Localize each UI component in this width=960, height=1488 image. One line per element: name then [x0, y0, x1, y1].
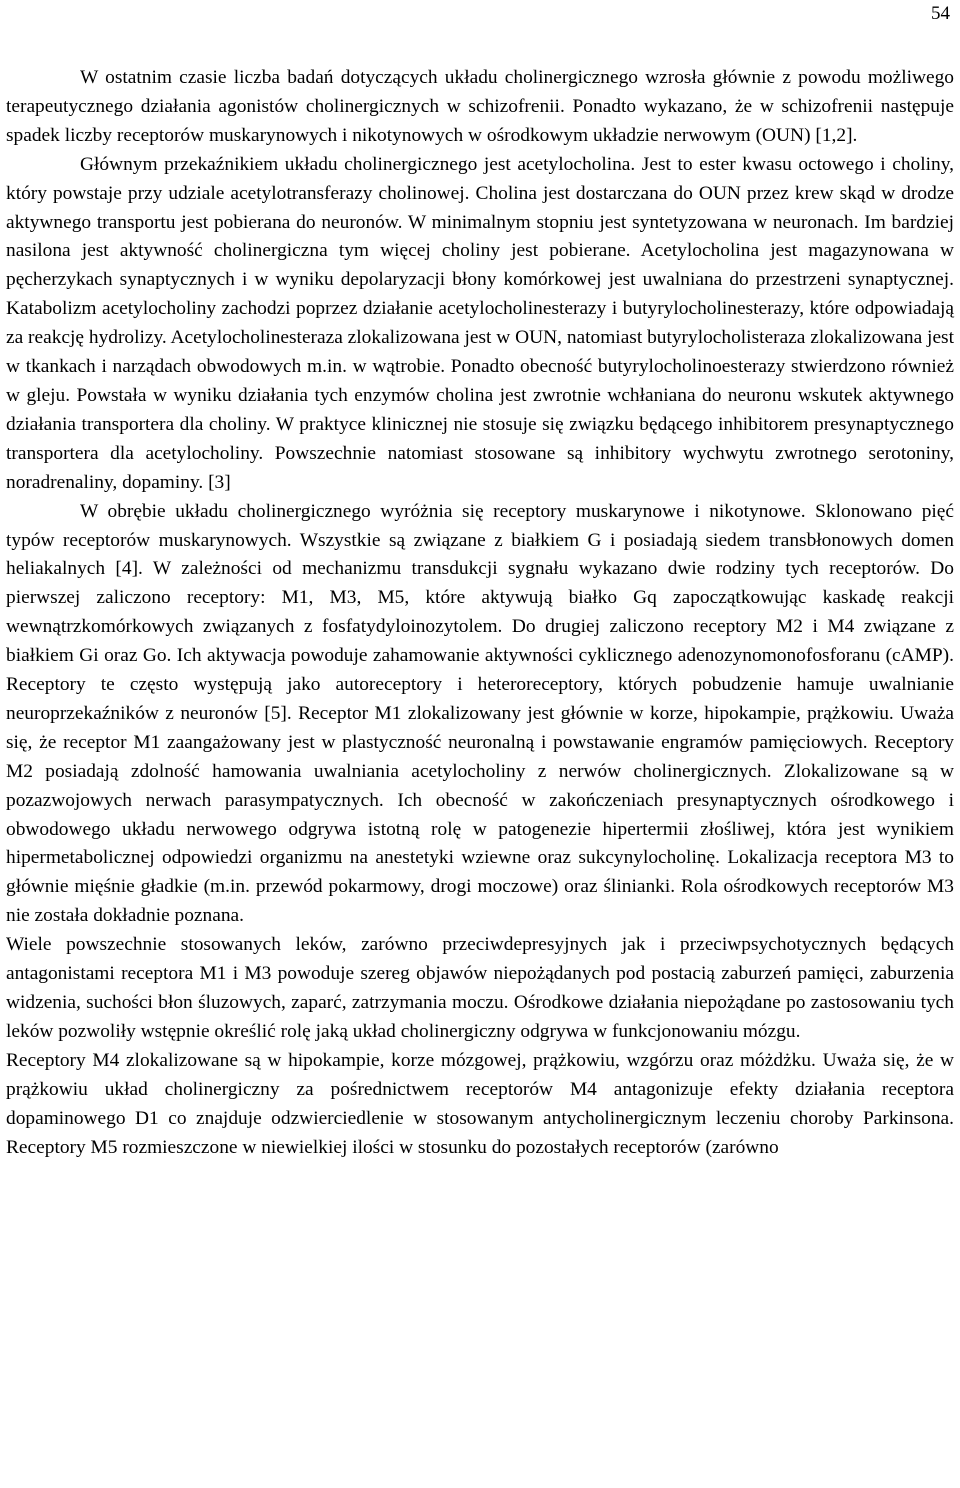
document-body — [6, 64, 954, 1162]
page-number: 54 — [931, 3, 950, 24]
paragraph-m4-receptors: Receptory M4 zlokalizowane są w hipokampie, korze mózgowej, prążkowiu, wzgórzu oraz móżdżku. Uważa się, że w prążkowiu układ cholinergiczny za pośrednictwem receptorów M4 antagonizuje efekty działania receptora dopaminowego D1 co znajduje odzwierciedlenie w stosowanym antycholinergicznym leczeniu choroby Parkinsona. Receptory M5 rozmieszczone w niewielkiej ilości w stosunku do pozostałych receptorów (zarówno — [6, 1049, 954, 1158]
paragraph-acetylcholine: Głównym przekaźnikiem układu cholinergicznego jest acetylocholina. Jest to ester kwasu octowego i choliny, który powstaje przy udziale acetylotransferazy cholinowej. Cholina jest dostarczana do OUN przez krew skąd w drodze aktywnego transportu jest pobierana do neuronów. W minimalnym stopniu jest syntetyzowana w neuronach. Im bardziej nasilona jest aktywność cholinergiczna tym więcej choliny jest pobierane. Acetylocholina jest magazynowana w pęcherzykach synaptycznych i w wyniku depolaryzacji błony komórkowej jest uwalniana do przestrzeni synaptycznej. Katabolizm acetylocholiny zachodzi poprzez działanie acetylocholinesterazy i butyrylocholinesterazy, które odpowiadają za reakcję hydrolizy. Acetylocholinesteraza zlokalizowana jest w OUN, natomiast butyrylocholisteraza zlokalizowana jest w tkankach i narządach obwodowych m.in. w wątrobie. Ponadto obecność butyrylocholinoesterazy stwierdzono również w gleju. Powstała w wyniku działania tych enzymów cholina jest zwrotnie wchłaniana do neuronu wskutek aktywnego działania transportera dla choliny. W praktyce klinicznej nie stosuje się związku będącego inhibitorem presynaptycznego transportera dla acetylocholiny. Powszechnie natomiast stosowane są inhibitory wychwytu zwrotnego serotoniny, noradrenaliny, dopaminy. [3] — [6, 153, 954, 493]
paragraph-intro: W ostatnim czasie liczba badań dotyczących układu cholinergicznego wzrosła głównie z powodu możliwego terapeutycznego działania agonistów cholinergicznych w schizofrenii. Ponadto wykazano, że w schizofrenii następuje spadek liczby receptorów muskarynowych i nikotynowych w ośrodkowym układzie nerwowym (OUN) [1,2]. — [6, 67, 954, 146]
paragraph-drugs: Wiele powszechnie stosowanych leków, zarówno przeciwdepresyjnych jak i przeciwpsychotycznych będących antagonistami receptora M1 i M3 powoduje szereg objawów niepożądanych pod postacią zaburzeń pamięci, zaburzenia widzenia, suchości błon śluzowych, zaparć, zatrzymania moczu. Ośrodkowe działania niepożądane po zastosowaniu tych leków pozwoliły wstępnie określić rolę jaką układ cholinergiczny odgrywa w funkcjonowaniu mózgu. — [6, 934, 954, 1042]
paragraph-receptors: W obrębie układu cholinergicznego wyróżnia się receptory muskarynowe i nikotynowe. Sklonowano pięć typów receptorów muskarynowych. Wszystkie są związane z białkiem G i posiadają siedem transbłonowych domen heliakalnych [4]. W zależności od mechanizmu transdukcji sygnału wykazano dwie rodziny tych receptorów. Do pierwszej zaliczono receptory: M1, M3, M5, które aktywują białko Gq zapoczątkowując kaskadę reakcji wewnątrzkomórkowych związanych z fosfatydyloinozytolem. Do drugiej zaliczono receptory M2 i M4 związane z białkiem Gi oraz Go. Ich aktywacja powoduje zahamowanie aktywności cyklicznego adenozynomonofosforanu (cAMP). Receptory te często występują jako autoreceptory i heteroreceptory, których pobudzenie hamuje uwalnianie neuroprzekaźników z neuronów [5]. Receptor M1 zlokalizowany jest głównie w korze, hipokampie, prążkowiu. Uważa się, że receptor M1 zaangażowany jest w plastyczność neuronalną i powstawanie engramów pamięciowych. Receptory M2 posiadają zdolność hamowania uwalniania acetylocholiny z nerwów cholinergicznych. Zlokalizowane są w pozazwojowych nerwach parasympatycznych. Ich obecność w zakończeniach presynaptycznych ośrodkowego i obwodowego układu nerwowego odgrywa istotną rolę w patogenezie hipertermii złośliwej, która jest wynikiem hipermetabolicznej odpowiedzi organizmu na anestetyki wziewne oraz sukcynylocholinę. Lokalizacja receptora M3 to głównie mięśnie gładkie (m.in. przewód pokarmowy, drogi moczowe) oraz ślinianki. Rola ośrodkowych receptorów M3 nie została dokładnie poznana. — [6, 500, 954, 927]
